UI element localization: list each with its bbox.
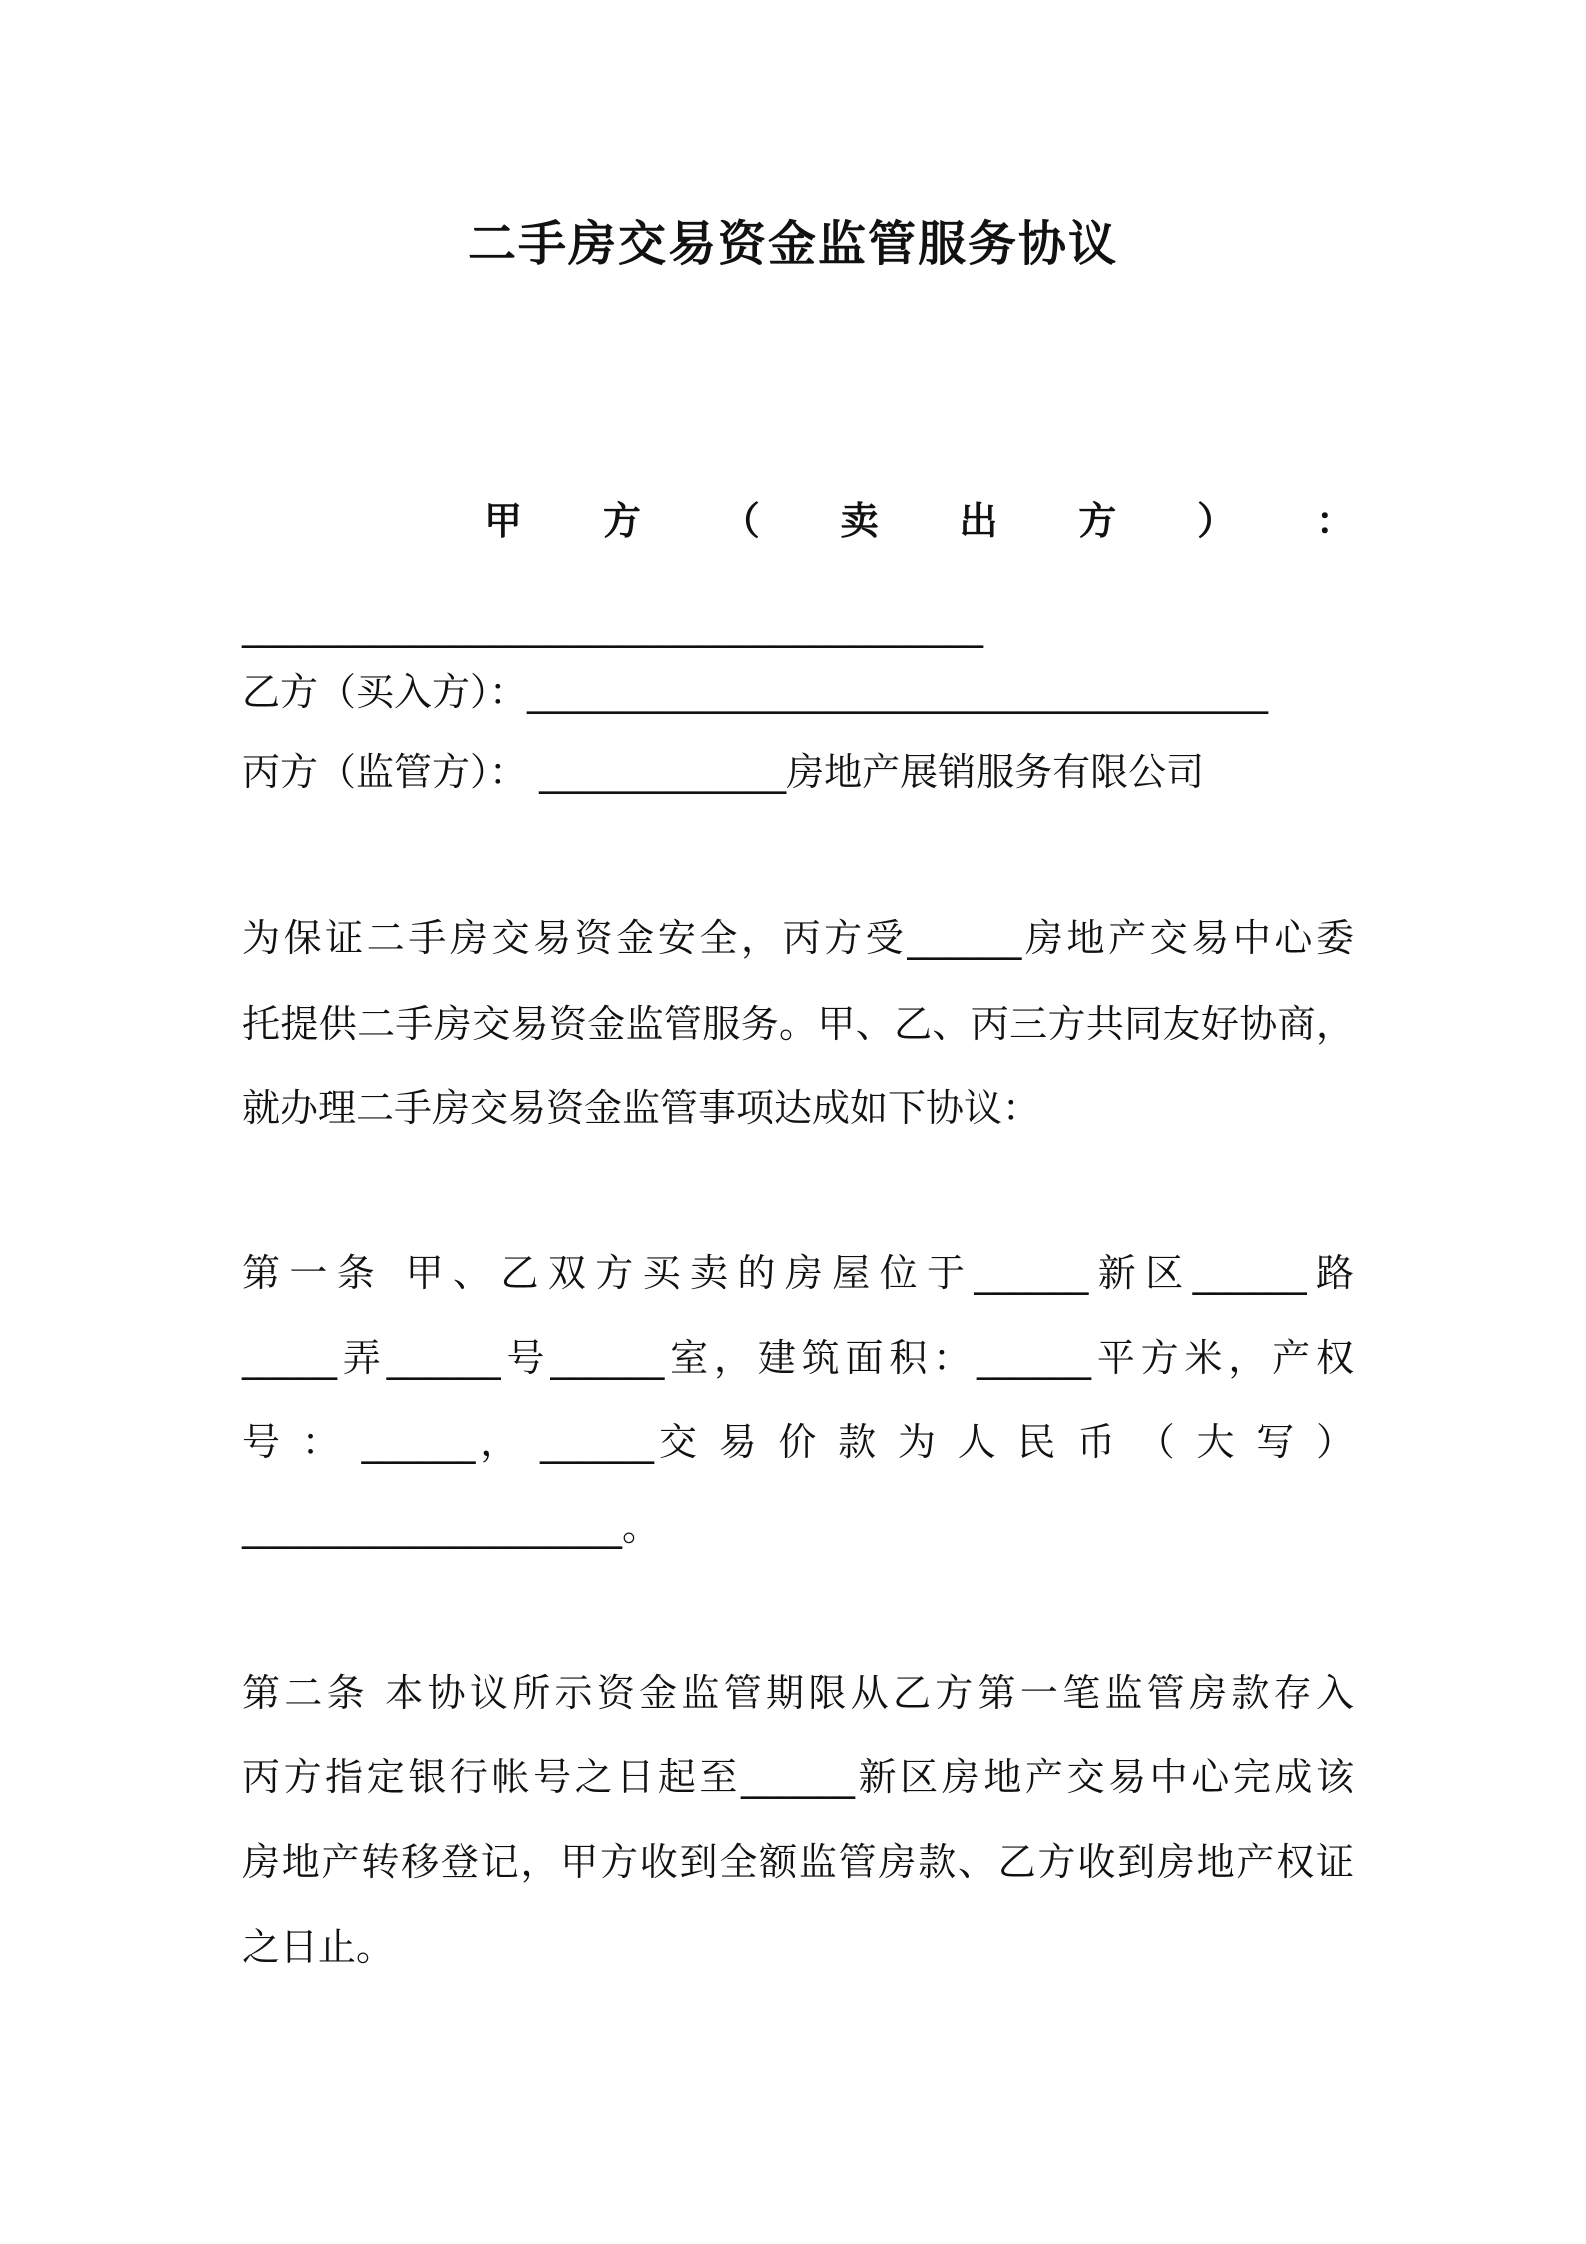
article-1-line-3: 号 ： ______， ______交 易 价 款 为 人 民 币 （ 大 写 ） xyxy=(242,1420,1354,1464)
article-2-line-1: 第二条 本协议所示资金监管期限从乙方第一笔监管房款存入 xyxy=(242,1671,1354,1715)
article-2-line-4: 之日止。 xyxy=(242,1925,395,1969)
preamble-line-2: 托提供二手房交易资金监管服务。甲、乙、丙三方共同友好协商， xyxy=(242,1002,1354,1046)
preamble-line-1: 为保证二手房交易资金安全，丙方受______房地产交易中心委 xyxy=(242,916,1354,960)
article-1-line-4: ____________________。 xyxy=(242,1505,661,1549)
party-c-line: 丙方（监管方）： _____________房地产展销服务有限公司 xyxy=(242,750,1205,794)
article-2-line-3: 房地产转移登记，甲方收到全额监管房款、乙方收到房地产权证 xyxy=(242,1840,1354,1884)
article-1-line-2: _____弄______号______室，建筑面积：______平方米，产权 xyxy=(242,1336,1354,1380)
party-a-blank-line: _______________________________________ xyxy=(242,604,983,648)
party-b-line: 乙方（买入方）：_______________________________________ xyxy=(242,670,1269,714)
party-a-heading: 甲 方 （ 卖 出 方 ） ： xyxy=(484,499,1354,543)
article-2-line-2: 丙方指定银行帐号之日起至______新区房地产交易中心完成该 xyxy=(242,1755,1354,1799)
document-title: 二手房交易资金监管服务协议 xyxy=(467,216,1118,272)
article-1-line-1: 第一条 甲、乙双方买卖的房屋位于______新区______路 xyxy=(242,1251,1354,1295)
preamble-line-3: 就办理二手房交易资金监管事项达成如下协议： xyxy=(242,1086,1041,1130)
